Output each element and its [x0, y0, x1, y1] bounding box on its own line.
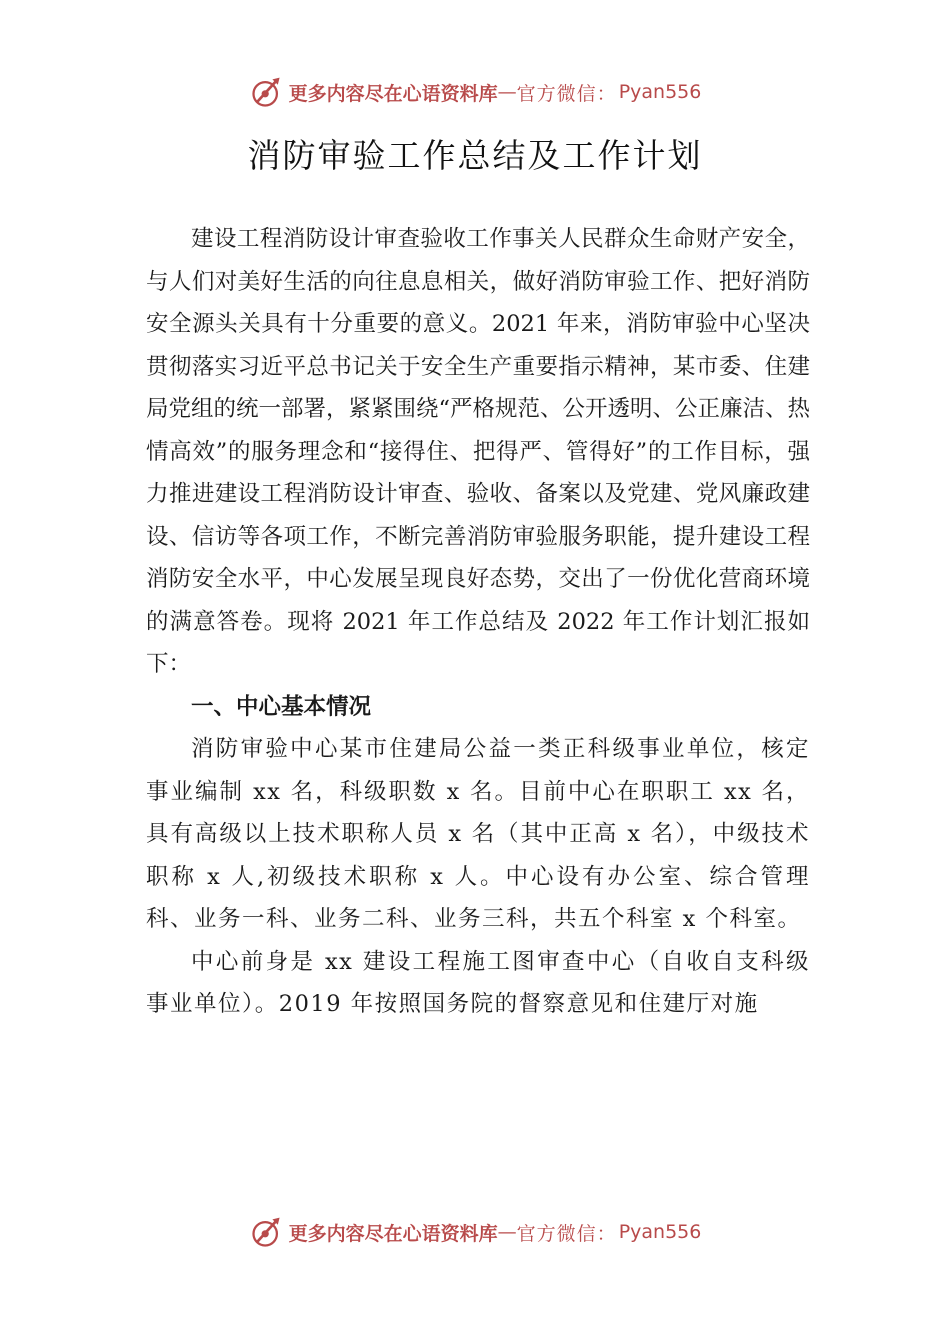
header-watermark-banner: [0, 72, 950, 112]
document-title: 消防审验工作总结及工作计划: [247, 136, 703, 175]
pen-logo-icon: [249, 1214, 285, 1250]
footer-watermark-banner: [0, 1212, 950, 1252]
banner-site-text: 更多内容尽在心语资料库: [288, 1222, 498, 1245]
pen-logo-icon: [249, 74, 285, 110]
banner-dash: —: [497, 81, 517, 103]
banner-dash: —: [497, 1221, 517, 1243]
banner-site-text: 更多内容尽在心语资料库: [288, 82, 498, 105]
section-heading-1: 一、中心基本情况: [191, 693, 372, 720]
banner-wechat-id: Pyan556: [618, 1221, 702, 1243]
banner-wechat-id: Pyan556: [618, 81, 702, 103]
document-body: [146, 218, 810, 1026]
basic-info-paragraph: 消防审验中心某市住建局公益一类正科级事业单位，核定事业编制 xx 名，科级职数 x 名。目前中心在职职工 xx 名，具有高级以上技术职称人员 x 名（其中正高 x 名），中级技术职称 x 人,初级技术职称 x 人。中心设有办公室、综合管理科、业务一科、业务二科、业务三科，共五个科室 x 个科室。: [146, 736, 810, 932]
banner-wechat-label: 官方微信：: [516, 1222, 617, 1245]
banner-wechat-label: 官方微信：: [516, 82, 617, 105]
intro-paragraph: 建设工程消防设计审查验收工作事关人民群众生命财产安全，与人们对美好生活的向往息息相关，做好消防审验工作、把好消防安全源头关具有十分重要的意义。2021 年来，消防审验中心坚决贯彻落实习近平总书记关于安全生产重要指示精神，某市委、住建局党组的统一部署，紧紧围绕“严格规范、公开透明、公正廉洁、热情高效”的服务理念和“接得住、把得严、管得好”的工作目标，强力推进建设工程消防设计审查、验收、备案以及党建、党风廉政建设、信访等各项工作，不断完善消防审验服务职能，提升建设工程消防安全水平，中心发展呈现良好态势，交出了一份优化营商环境的满意答卷。现将 2021 年工作总结及 2022 年工作计划汇报如下：: [146, 226, 811, 677]
history-paragraph: 中心前身是 xx 建设工程施工图审查中心（自收自支科级事业单位）。2019 年按照国务院的督察意见和住建厅对施: [146, 948, 810, 1017]
